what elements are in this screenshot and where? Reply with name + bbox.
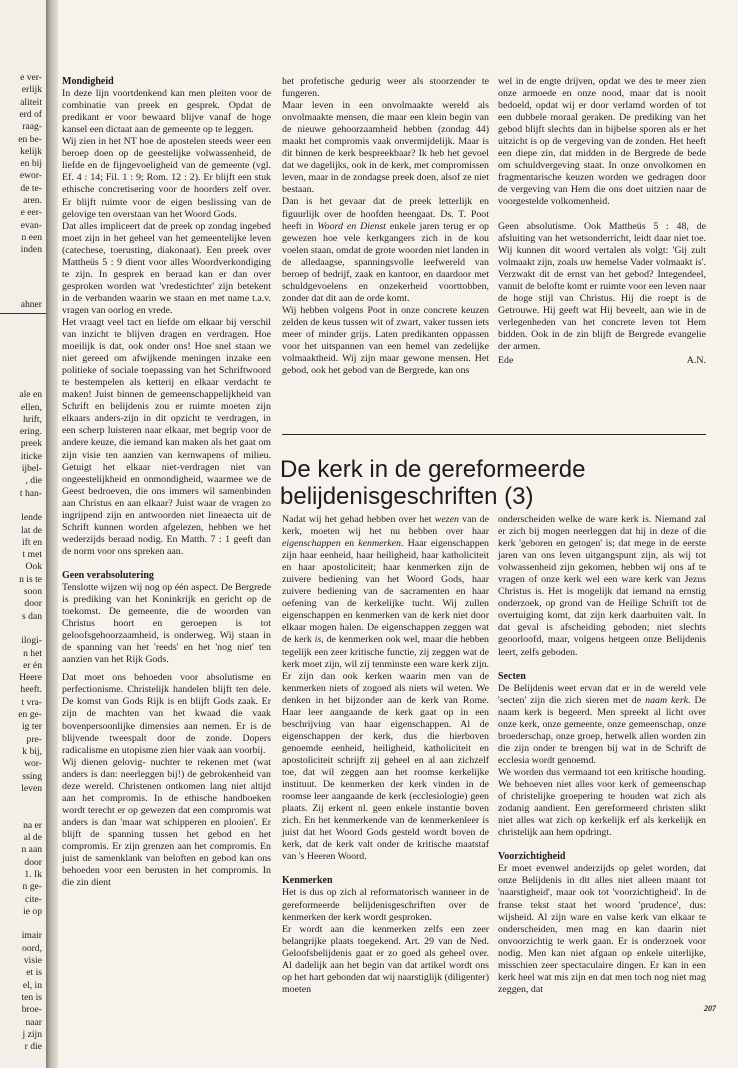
left-page-fragment: imair (21, 930, 42, 942)
left-page-fragment: en ge- (18, 709, 42, 720)
left-page-fragment: preek (20, 438, 42, 450)
left-page-fragment: iticke (20, 450, 42, 462)
column-3 (498, 76, 706, 367)
section-heading-voorzichtigheid: Voorzichtigheid (498, 851, 566, 863)
paragraph: Maar leven in een onvolmaakte wereld als onvolmaakte mensen, die maar een klein begin van de nieuwe gehoorzaamheid hebben (zondag 44) maakt het compromis vaak onvermijdelijk. Maar is dit binnen de kerk bespreekbaar? Ik heb het gevoel dat we dagelijks, ook in de kerk, met compromissen leven, maar in de zondagse preek doen, alsof ze niet bestaan. (282, 100, 489, 196)
paragraph: Nadat wij het gehad hebben over het wezen van de kerk, moeten wij het nu hebben over haar eigenschappen en kenmerken. Haar eigenschappen zijn haar eenheid, haar heiligheid, haar katholiciteit en haar apostoliciteit; haar kenmerken zijn de zuivere bediening van het Woord Gods, haar zuivere bediening van de sacramenten en haar oefening van de kerkelijke tucht. Wij zullen eigenschappen en kenmerken van de kerk niet door elkaar mogen halen. De eigenschappen zeggen wat de kerk is, de kenmerken ook wel, maar die hebben tegelijk een zeer kritische functie, zij zeggen wat de kerk moet zijn, wil zij tenminste een ware kerk zijn. Er zijn dan ook kerken waarin men van de kenmerken niets of zogoed als niets wil weten. We denken in het bijzonder aan de kerk van Rome. Haar leer aangaande de kerk gaat op in een beschrijving van haar eigenschappen. Al de eigenschappen der kerk, dus die hierboven genoemde eenheid, heiligheid, katholiciteit en apostoliciteit schrijft zij geheel en al aan zichzelf toe, dat wil zeggen aan het roomse kerkelijke instituut. De kenmerken der kerk vinden in de roomse leer aangaande de kerk (ecclesiologie) geen plaats. Zij erkent nl. geen enkele instantie boven zich. En het kenmerkende van de kenmerkenleer is juist dat het Woord Gods gesteld wordt boven de kerk, dat de kerk valt onder de kritische maatstaf van 's Heeren Woord. (282, 514, 489, 863)
left-page-fragment: lat de (20, 524, 42, 536)
left-page-fragment: s dan (22, 610, 42, 622)
paragraph: Dan is het gevaar dat de preek letterlijk en figuurlijk over de hoofden heengaat. Ds. T. Poot heeft in Woord en Dienst enkele jaren terug er op gewezen hoe vele kerkgangers zich in de kou voelen staan, omdat de grote woorden niet landen in de alledaagse, spanningsvolle leefwereld van beroep of bedrijf, zaak en kantoor, en daardoor met schuldgevoelens en onzekerheid voorttobben, zonder dat dit aan de orde komt. (282, 196, 489, 304)
left-page-fragment: raag- (22, 121, 42, 133)
left-page-fragment: ig ter (22, 721, 42, 733)
left-page-fragment: ewor- (19, 170, 42, 182)
paragraph: Er wordt aan die kenmerken zelfs een zeer belangrijke plaats toegekend. Art. 29 van de Ned. Geloofsbelijdenis gaat er zo goed als geheel over. Al dadelijk aan het begin van dat artikel wordt ons op het hart gebonden dat wij naarstiglijk (diligenter) moeten (282, 923, 489, 995)
left-page-fragment: hrift, (23, 413, 42, 425)
left-page-fragment: aliteit (20, 96, 42, 108)
paragraph: Het is dus op zich al reformatorisch wanneer in de gereformeerde belijdenisgeschriften over de kenmerken der kerk wordt gesproken. (282, 887, 489, 923)
left-page-fragment: al de (23, 832, 42, 843)
article-column-2 (498, 514, 706, 996)
left-page-fragment-ahner: ahner (20, 299, 42, 310)
paragraph: Geen absolutisme. Ook Mattheüs 5 : 48, de afsluiting van het wetsonderricht, leidt daar niet toe. Wij kunnen dit woord vertalen als volgt: 'Gij zult volmaakt zijn, zoals uw hemelse Vader volmaakt is'. Verzwakt dit de ernst van het gebod? Integendeel, vanuit de belofte komt er ruimte voor een leven naar de hoge stijl van Christus. Hij die roept is de Getrouwe. Hij geeft wat Hij beveelt, aan wie in de verlegenheden van het concrete leven tot Hem bidden. Ook in de zin blijft de Bergrede evangelie der armen. (498, 220, 706, 352)
left-page-fragment: erd of (19, 108, 42, 120)
left-page-fragment: evan- (20, 219, 42, 231)
paragraph: Dat alles impliceert dat de preek op zondag ingebed moet zijn in het geheel van het gemeentelijke leven (catechese, toerusting, diakonaat). Een preek over Mattheüs 5 : 9 dient voor alles Woordverkondiging te zijn. In gesprek en beraad kan er dan over gesproken worden wat 'vredestichter' zijn betekent in de verbanden waarin we staan en met name t.a.v. vragen van oorlog en vrede. (62, 220, 271, 316)
left-page-fragment: ellen, (20, 401, 42, 413)
left-page-fragment: leven (21, 782, 42, 794)
publication-title: Woord en Dienst (317, 220, 386, 232)
article-divider (282, 434, 706, 435)
left-page-fragment: n een (21, 231, 42, 243)
left-page-fragment: ie op (23, 905, 42, 917)
paragraph: onderscheiden welke de ware kerk is. Niemand zal er zich bij mogen neerleggen dat hij in deze of die kerk 'geboren en getogen' is; dat mege in de eerste jaren van ons leven uitgangspunt zijn, als wij tot volwassenheid zijn gekomen, hebben wij ons af te vragen of onze kerk wel een ware kerk van Jezus Christus is. Het is mogelijk dat iemand na ernstig onderzoek, op grond van de Heilige Schrift tot de overtuiging komt, dat zijn kerk daarbuiten valt. In dat geval is afscheiding geboden; niet slechts geoorloofd, maar, volgens hetgeen onze Belijdenis leert, zelfs geboden. (498, 514, 706, 658)
left-page-fragment: inden (20, 244, 42, 256)
left-page-fragment: el, in (22, 979, 42, 991)
left-page-fragment: 1. Ik (24, 868, 42, 880)
paragraph: wel in de engte drijven, opdat we des te meer zien onze armoede en onze nood, maar dat is nooit bedoeld, opdat wij er door verlamd worden of tot een dubbele moraal geraken. De prediking van het gebod blijft slechts dan in bijbelse sporen als er het uitzicht is op de vergeving van de zonden. Het heeft een diepe zin, dat midden in de Bergrede de bede om schuldvergeving staat. In onze onvolkomen en fragmentarische keuzen worden we gedragen door de vergeving van Hem die ons doet uitzien naar de voorgestelde volkomenheid. (498, 76, 706, 208)
left-page-fragment: t met (22, 549, 42, 561)
page-number: 207 (704, 1004, 716, 1013)
left-page-fragment: ering. (19, 426, 42, 438)
left-page-fragment: heeft. (20, 684, 42, 696)
paragraph: Er moet evenwel anderzijds op gelet worden, dat onze Belijdenis in dit alles niet alleen maant tot 'naarstigheid', maar ook tot 'voorzichtigheid'. In de franse tekst staat het woord 'prudence', dus: wijsheid. Al zijn ware en valse kerk van elkaar te onderscheiden, men mag en kan daarin niet onvoorzichtig te werk gaan. Er is onderzoek voor nodig. Men kan niet afgaan op enkele uiterlijke, misschien zeer spectaculaire dingen. Er kan in een kerk heel wat mis zijn en dat men toch nog niet mag zeggen, dat (498, 863, 706, 995)
left-page-fragment: soon (23, 586, 42, 597)
left-page-fragment: Heere (19, 672, 42, 684)
left-page-fragment: wor- (24, 758, 42, 770)
left-page-fragment: kelijk (20, 145, 42, 157)
left-page-fragment: en be- (18, 133, 42, 145)
left-page-fragment: ale en (19, 389, 42, 401)
column-1 (62, 76, 271, 889)
left-page-fragment: n het (23, 647, 42, 659)
left-page-fragment: ten is (21, 991, 42, 1003)
left-page-fragment: n ge- (22, 881, 42, 893)
left-page-fragment: de te- (20, 182, 42, 194)
left-page-fragment: e ver- (20, 72, 42, 83)
paragraph: Wij dienen gelovig- nuchter te rekenen met (wat anders is dan: neerleggen bij!) de gebrokenheid van deze wereld. Christenen ontkomen lang niet altijd aan het compromis. In de ethische handboeken wordt terecht er op gewezen dat een compromis wat anders is dan 'maar wat schipperen en plooien'. Er blijft de spanning tussen het gebod en het compromis. Er zijn grenzen aan het compromis. En juist de samenklank van beloften en gebod kan ons behoeden voor een berusten in het compromis. In die zin dient (62, 756, 271, 889)
left-page-fragment: ijbel- (21, 463, 42, 474)
paragraph: Wij hebben volgens Poot in onze concrete keuzen zelden de keus tussen wit of zwart, vaker tussen iets meer of minder grijs. Laten predikanten oppassen voor het uitspannen van een hemel van zedelijke volmaaktheid. Wij zijn maar gewone mensen. Het gebod, ook het gebod van de Bergrede, kan ons (282, 304, 489, 377)
left-page-fragment: , die (25, 475, 42, 487)
paragraph: Het vraagt veel tact en liefde om elkaar bij verschil van inzicht te blijven dragen en verdragen. Hoe moeilijk is dat, ook onder ons! Hoe snel staan we niet gereed om afwijkende meningen inzake een politieke of sociale toepassing van het Schriftwoord te bestempelen als ketterij en elkaar verdacht te maken! Juist binnen de gemeenschappelijkheid van Schrift en belijdenis zou er ruimte moeten zijn elkaars anders-zijn in dit opzicht te verdragen, in een scherp luisteren naar elkaar, met begrip voor de andere keuze, die iemand kan maken als het gaat om zijn visie ten aanzien van kernwapens of milieu. Getuigt het elkaar niet-verdragen niet van ongeestelijkheid en onmondigheid, waarmee we de Geest bedroeven, die ons immers wil samenbinden aan Christus en aan elkaar? Juist waar de vragen zo ingrijpend zijn en antwoorden niet lineaecta uit de Schrift kunnen worden afgelezen, hebben we het wederzijds beraad nodig. En Matth. 7 : 1 geeft dan de norm voor ons spreken aan. (62, 316, 271, 557)
left-page-fragment: j zijn (22, 1028, 42, 1040)
left-page-edge (0, 0, 46, 1068)
article-title: De kerk in de gereformeerde belijdenisgeschriften (3) (280, 456, 586, 510)
left-page-fragment: door (24, 856, 42, 868)
paragraph: Tenslotte wijzen wij nog op één aspect. De Bergrede is prediking van het Koninkrijk en gericht op de toekomst. De gemeente, die de woorden van Christus hoort en geroepen is tot geloofsgehoorzaamheid, is onderweg. Wij staan in de spanning van het 'reeds' en het 'nog niet' ten aanzien van het Rijk Gods. (62, 582, 271, 666)
paragraph: Dat moet ons behoeden voor absolutisme en perfectionisme. Christelijk handelen blijft ten dele. De komst van Gods Rijk is en blijft Gods zaak. Er zijn de machten van het kwaad die vaak bovenpersoonlijke dimensies aan nemen. Er is de blijvende tweespalt door de zonde. Dopers radicalisme en utopisme zien hier vaak aan voorbij. (62, 672, 271, 756)
left-page-fragment: t han- (19, 487, 42, 499)
left-page-fragment: erlijk (21, 84, 42, 96)
left-page-fragment: broe- (21, 1004, 42, 1016)
left-page-fragment: t vra- (21, 696, 42, 708)
left-page-fragment: lende (21, 512, 42, 524)
left-page-fragment: pre- (26, 733, 42, 745)
signature-place: Ede (498, 355, 514, 367)
left-page-fragment: ilogi- (21, 635, 42, 647)
left-page-fragment: na er (23, 819, 42, 831)
section-heading-mondigheid: Mondigheid (62, 76, 114, 87)
left-page-fragment: e eer- (20, 207, 42, 219)
left-page-fragment: et is (26, 967, 42, 979)
left-page-fragment: n is te (19, 573, 42, 585)
section-heading-kenmerken: Kenmerken (282, 875, 333, 887)
right-page (58, 0, 738, 1068)
section-heading-geen-verabsolutering: Geen verabsolutering (62, 569, 154, 581)
paragraph: We worden dus vermaand tot een kritische houding. We behoeven niet alles voor kerk of gemeenschap of christelijke groepering te houden wat zich als zodanig aandient. Een gereformeerd christen slikt niet alles wat zich op kerkelijk erf als kerkelijk en christelijk aan hem opdringt. (498, 766, 706, 839)
signature-initials: A.N. (686, 355, 706, 367)
left-page-fragment: door (24, 598, 42, 610)
left-page-fragment: n aan (21, 844, 42, 856)
left-page-fragment: k bij, (22, 745, 42, 757)
column-2 (282, 76, 489, 377)
left-page-fragment: aren. (23, 195, 42, 206)
paragraph: In deze lijn voortdenkend kan men pleiten voor de combinatie van preek en gesprek. Opdat de predikant er voor bewaard blijve vanaf de hoge kansel een dictaat aan de gemeente op te leggen. (62, 88, 271, 136)
article-column-1 (282, 514, 489, 996)
left-page-fragment: Ook (25, 561, 42, 573)
left-page-fragment: ift en (22, 536, 42, 548)
paragraph: De Belijdenis weet ervan dat er in de wereld vele 'secten' zijn die zich sieren met de naam kerk. De naam kerk is begeerd. Men spreekt al licht over onze kerk, onze gemeente, onze gemeenschap, onze broederschap, onze groep, hetwelk allen worden zin die zijn onder te brengen bij wat in de Schrift de ecclesia wordt genoemd. (498, 682, 707, 766)
left-page-fragment: visie (23, 955, 42, 966)
left-page-fragment: er én (23, 659, 42, 671)
book-gutter (46, 0, 58, 1068)
left-page-fragment: naar (25, 1016, 42, 1028)
paragraph: Wij zien in het NT hoe de apostelen steeds weer een beroep doen op de geestelijke volwassenheid, de liefde en de fijngevoeligheid van de gemeente (vgl. Ef. 4 : 14; Fil. 1 : 9; Rom. 12 : 2). Er blijft een stuk ethische concretisering voor de hoorders zelf over. Er blijft ruimte voor de eigen beslissing van de gelovige ten overstaan van het Woord Gods. (62, 136, 271, 220)
left-page-fragment: r die (24, 1041, 42, 1053)
left-page-fragment: cite- (24, 893, 42, 905)
left-page-fragment: en bij (20, 158, 42, 170)
section-heading-secten: Secten (498, 670, 526, 682)
left-page-rule (0, 313, 46, 314)
paragraph: het profetische gedurig weer als stoorzender te fungeren. (282, 76, 489, 100)
left-page-fragment: ssing (22, 770, 42, 782)
left-page-fragment: oord, (22, 942, 42, 954)
author-signature (498, 355, 706, 367)
